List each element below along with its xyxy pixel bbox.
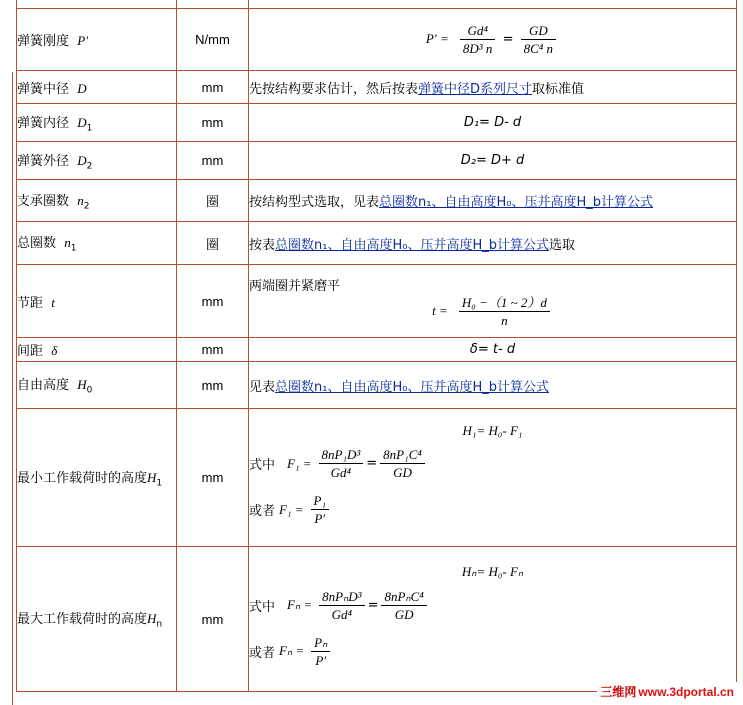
param-symbol: H	[147, 611, 157, 627]
fraction	[460, 22, 496, 57]
param-name-cell	[17, 265, 177, 338]
param-name: 弹簧刚度	[17, 34, 70, 49]
param-symbol: H	[77, 377, 87, 393]
unit-cell: mm	[177, 265, 249, 338]
formula-cell	[249, 409, 737, 547]
fraction	[459, 294, 550, 329]
param-name: 弹簧中径	[17, 81, 70, 97]
table-row-mean-diameter	[17, 71, 737, 104]
param-name: 支承圈数	[17, 193, 70, 209]
formula-cell	[249, 265, 737, 338]
description-text: 按表	[249, 237, 276, 253]
mean-diameter-series-link[interactable]: 弹簧中径D系列尺寸	[418, 81, 533, 97]
fraction-numerator: Pₙ	[311, 634, 330, 652]
formula-cell: D₂= D+ d	[249, 142, 737, 180]
param-subscript: 1	[156, 478, 163, 489]
equals-sign: =	[366, 456, 378, 471]
alternate-deflection-formula	[249, 628, 736, 674]
unit-cell: 圈	[177, 180, 249, 222]
formula-cell	[249, 71, 737, 104]
fraction	[311, 634, 330, 669]
table-row-outer-diameter	[17, 142, 737, 180]
table-row-gap	[17, 338, 737, 362]
fraction	[521, 22, 556, 57]
param-name-cell	[17, 142, 177, 180]
param-name-cell	[17, 362, 177, 409]
param-symbol: n	[64, 235, 71, 251]
fraction	[381, 588, 426, 623]
table-row-pitch	[17, 265, 737, 338]
unit-cell: mm	[177, 547, 249, 692]
param-subscript: 2	[86, 161, 93, 172]
equals-sign: =	[367, 597, 379, 613]
formula-cell	[249, 180, 737, 222]
or-label: 或者	[249, 645, 276, 661]
spring-parameter-table	[16, 0, 737, 692]
fraction-numerator: Gd⁴	[460, 22, 496, 40]
formula-lhs: P′ =	[425, 31, 449, 46]
param-symbol: H	[147, 469, 157, 485]
formula-cell: D₁= D- d	[249, 104, 737, 142]
site-watermark	[597, 682, 737, 701]
table-row-min-load-height	[17, 409, 737, 547]
param-name: 最大工作载荷时的高度	[17, 612, 148, 628]
unit-cell: mm	[177, 409, 249, 547]
coil-height-formula-link[interactable]: 总圈数n₁、自由高度H₀、压并高度H_b计算公式	[379, 195, 653, 210]
formula-lhs: F₁ =	[279, 501, 304, 517]
table-row-top-fragment	[17, 0, 737, 9]
param-subscript: 1	[86, 123, 93, 134]
description-text: 见表	[249, 379, 276, 395]
param-symbol: t	[51, 294, 55, 310]
param-symbol: D	[77, 80, 87, 96]
fraction-denominator: GD	[394, 606, 414, 622]
formula-lhs: t =	[432, 303, 448, 318]
where-label: 式中	[249, 458, 276, 473]
param-name-cell	[17, 180, 177, 222]
formula-cell: δ= t- d	[249, 338, 737, 362]
unit-cell: mm	[177, 362, 249, 409]
coil-height-formula-link[interactable]: 总圈数n₁、自由高度H₀、压并高度H_b计算公式	[275, 237, 549, 253]
formula-cell	[249, 547, 737, 692]
param-symbol: P′	[77, 33, 89, 48]
height-formula: H₁= H₀- F₁	[462, 422, 523, 438]
param-symbol: δ	[51, 343, 58, 358]
description-text: 先按结构要求估计，然后按表	[249, 81, 419, 97]
watermark-cn: 三维网	[600, 685, 637, 699]
fraction-denominator: P′	[314, 511, 326, 526]
table-row-inner-diameter	[17, 104, 737, 142]
description-text: 选取	[548, 237, 575, 253]
coil-height-formula-link[interactable]: 总圈数n₁、自由高度H₀、压并高度H_b计算公式	[275, 379, 549, 395]
formula-lhs: F₁ =	[287, 455, 312, 471]
left-margin	[0, 0, 16, 705]
table-row-support-coils	[17, 180, 737, 222]
param-name-cell	[17, 338, 177, 362]
fraction-denominator: Gd⁴	[331, 606, 353, 622]
fraction-numerator: 8nPₙC⁴	[381, 588, 426, 606]
param-name: 最小工作载荷时的高度	[17, 470, 148, 486]
param-symbol: D	[77, 152, 87, 168]
fraction-numerator: P₁	[311, 492, 329, 510]
formula-cell	[249, 222, 737, 265]
param-name-cell	[17, 9, 177, 71]
table-row-max-load-height	[17, 547, 737, 692]
unit-cell: N/mm	[177, 9, 249, 71]
equals-sign: =	[502, 32, 514, 47]
description-text: 取标准值	[532, 81, 585, 97]
where-label: 式中	[249, 599, 276, 615]
param-name-cell	[17, 104, 177, 142]
param-name: 自由高度	[17, 378, 70, 394]
unit-cell: mm	[177, 71, 249, 104]
formula-lhs: Fₙ =	[279, 643, 305, 658]
deflection-formula	[249, 441, 736, 487]
description-text: 按结构型式选取，见表	[249, 195, 380, 210]
table-row-stiffness	[17, 9, 737, 71]
unit-cell: mm	[177, 104, 249, 142]
table-row-free-height	[17, 362, 737, 409]
fraction-numerator: H₀ −（1 ~ 2）d	[459, 294, 550, 312]
alternate-deflection-formula	[249, 487, 736, 533]
fraction-numerator: 8nP₁D³	[319, 446, 364, 464]
formula-cell	[249, 9, 737, 71]
formula-lhs: Fₙ =	[287, 597, 313, 612]
fraction-denominator: 8D³ n	[462, 41, 493, 56]
fraction	[311, 492, 329, 527]
fraction	[380, 446, 425, 481]
param-subscript: 2	[83, 201, 90, 212]
fraction-denominator: GD	[393, 465, 412, 480]
fraction-denominator: n	[501, 313, 508, 328]
deflection-formula	[249, 582, 736, 628]
fraction-numerator: GD	[521, 22, 556, 40]
fraction-denominator: Gd⁴	[330, 465, 352, 480]
param-symbol: n	[77, 192, 84, 208]
fraction-numerator: 8nPₙD³	[319, 588, 364, 606]
pitch-formula	[249, 294, 736, 329]
unit-cell: 圈	[177, 222, 249, 265]
param-name-cell	[17, 222, 177, 265]
param-subscript: 0	[86, 385, 93, 396]
fraction-numerator: 8nP₁C⁴	[380, 446, 425, 464]
param-name-cell	[17, 71, 177, 104]
param-name: 间距	[17, 344, 44, 359]
param-name: 节距	[17, 295, 44, 311]
watermark-url: www.3dportal.cn	[638, 685, 734, 699]
param-subscript: 1	[70, 243, 77, 254]
formula-cell	[249, 362, 737, 409]
left-border-line	[12, 72, 13, 705]
param-name: 弹簧内径	[17, 115, 70, 131]
or-label: 或者	[249, 504, 276, 519]
param-name: 弹簧外径	[17, 153, 70, 169]
param-name-cell	[17, 409, 177, 547]
table-row-total-coils	[17, 222, 737, 265]
fraction-denominator: P′	[315, 652, 327, 668]
fraction-denominator: 8C⁴ n	[523, 41, 554, 56]
fraction	[319, 446, 364, 481]
param-subscript: n	[156, 619, 163, 630]
height-formula: Hₙ= H₀- Fₙ	[461, 564, 524, 579]
unit-cell: mm	[177, 142, 249, 180]
param-symbol: D	[77, 114, 87, 130]
param-name: 总圈数	[17, 236, 57, 252]
unit-cell: mm	[177, 338, 249, 362]
fraction	[319, 588, 364, 623]
param-name-cell	[17, 547, 177, 692]
pitch-note: 两端圈并紧磨平	[249, 279, 341, 294]
